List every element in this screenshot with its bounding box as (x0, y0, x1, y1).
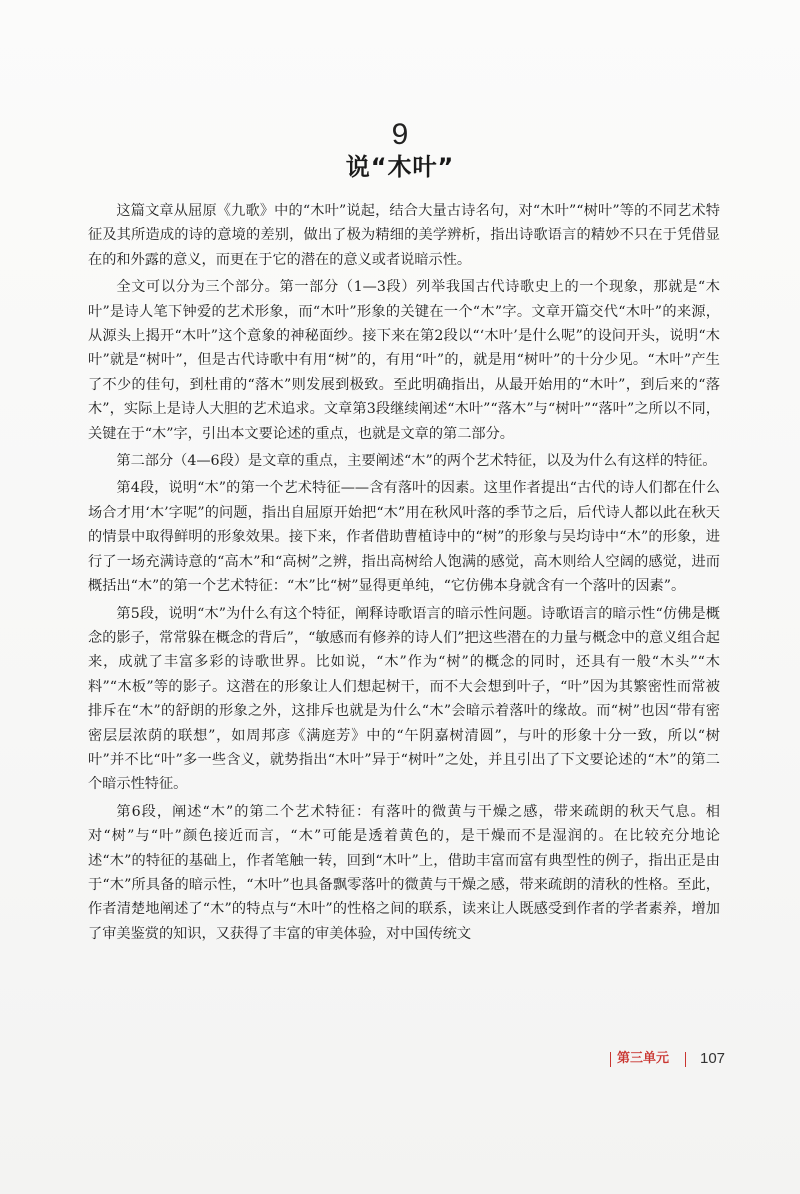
footer-divider-right (685, 1052, 686, 1067)
paragraph-section-5: 第5段，说明“木”为什么有这个特征，阐释诗歌语言的暗示性问题。诗歌语言的暗示性“仿佛是概念的影子，常常躲在概念的背后”，“敏感而有修养的诗人们”把这些潜在的力量与概念中的意义组合起来，成就了丰富多彩的诗歌世界。比如说，“木”作为“树”的概念的同时，还具有一般“木头”“木料”“木板”等的影子。这潜在的形象让人们想起树干，而不大会想到叶子，“叶”因为其繁密性而常被排斥在“木”的舒朗的形象之外，这排斥也就是为什么“木”会暗示着落叶的缘故。而“树”也因“带有密密层层浓荫的联想”，如周邦彦《满庭芳》中的“午阴嘉树清圆”，与叶的形象十分一致，所以“树叶”并不比“叶”多一些含义，就势指出“木叶”异于“树叶”之处，并且引出了下文要论述的“木”的第二个暗示性特征。 (88, 605, 720, 793)
page-number: 107 (700, 1050, 726, 1067)
footer-divider-left (610, 1052, 611, 1067)
lesson-heading (0, 120, 800, 182)
paragraph-section-4: 第4段，说明“木”的第一个艺术特征——含有落叶的因素。这里作者提出“古代的诗人们都在什么场合才用‘木’字呢”的问题，指出自屈原开始把“木”用在秋风叶落的季节之后，后代诗人都以此在秋天的情景中取得鲜明的形象效果。接下来，作者借助曹植诗中的“树”的形象与吴均诗中“木”的形象，进行了一场充满诗意的“高木”和“高树”之辨，指出高树给人饱满的感觉，高木则给人空阔的感觉，进而概括出“木”的第一个艺术特征：“木”比“树”显得更单纯，“它仿佛本身就含有一个落叶的因素”。 (88, 480, 720, 595)
unit-label: 第三单元 (617, 1051, 670, 1066)
paragraph-section-6: 第6段，阐述“木”的第二个艺术特征：有落叶的微黄与干燥之感，带来疏朗的秋天气息。相对“树”与“叶”颜色接近而言，“木”可能是透着黄色的，是干燥而不是湿润的。在比较充分地论述“木”的特征的基础上，作者笔触一转，回到“木叶”上，借助丰富而富有典型性的例子，指出正是由于“木”所具备的暗示性，“木叶”也具备飘零落叶的微黄与干燥之感，带来疏朗的清秋的性格。至此，作者清楚地阐述了“木”的特点与“木叶”的性格之间的联系，读来让人既感受到作者的学者素养，增加了审美鉴赏的知识，又获得了丰富的审美体验，对中国传统文 (88, 803, 720, 942)
lesson-number: 9 (391, 118, 409, 151)
paragraph-part-one: 全文可以分为三个部分。第一部分（1—3段）列举我国古代诗歌史上的一个现象，那就是“木叶”是诗人笔下钟爱的艺术形象，而“木叶”形象的关键在一个“木”字。文章开篇交代“木叶”的来源，从源头上揭开“木叶”这个意象的神秘面纱。接下来在第2段以“‘木叶’是什么呢”的设问开头，说明“木叶”就是“树叶”，但是古代诗歌中有用“树”的，有用“叶”的，就是用“树叶”的十分少见。“木叶”产生了不少的佳句，到杜甫的“落木”则发展到极致。至此明确指出，从最开始用的“木叶”，到后来的“落木”，实际上是诗人大胆的艺术追求。文章第3段继续阐述“木叶”“落木”与“树叶”“落叶”之所以不同，关键在于“木”字，引出本文要论述的重点，也就是文章的第二部分。 (88, 279, 720, 442)
page-footer (0, 1048, 800, 1072)
paragraph-part-two: 第二部分（4—6段）是文章的重点，主要阐述“木”的两个艺术特征，以及为什么有这样的特征。 (116, 453, 717, 470)
summary-body (88, 199, 720, 949)
paragraph-intro: 这篇文章从屈原《九歌》中的“木叶”说起，结合大量古诗名句，对“木叶”“树叶”等的不同艺术特征及其所造成的诗的意境的差别，做出了极为精细的美学辨析，指出诗歌语言的精妙不只在于凭借显在的和外露的意义，而更在于它的潜在的意义或者说暗示性。 (88, 203, 720, 268)
lesson-title: 说“木叶” (345, 153, 455, 181)
